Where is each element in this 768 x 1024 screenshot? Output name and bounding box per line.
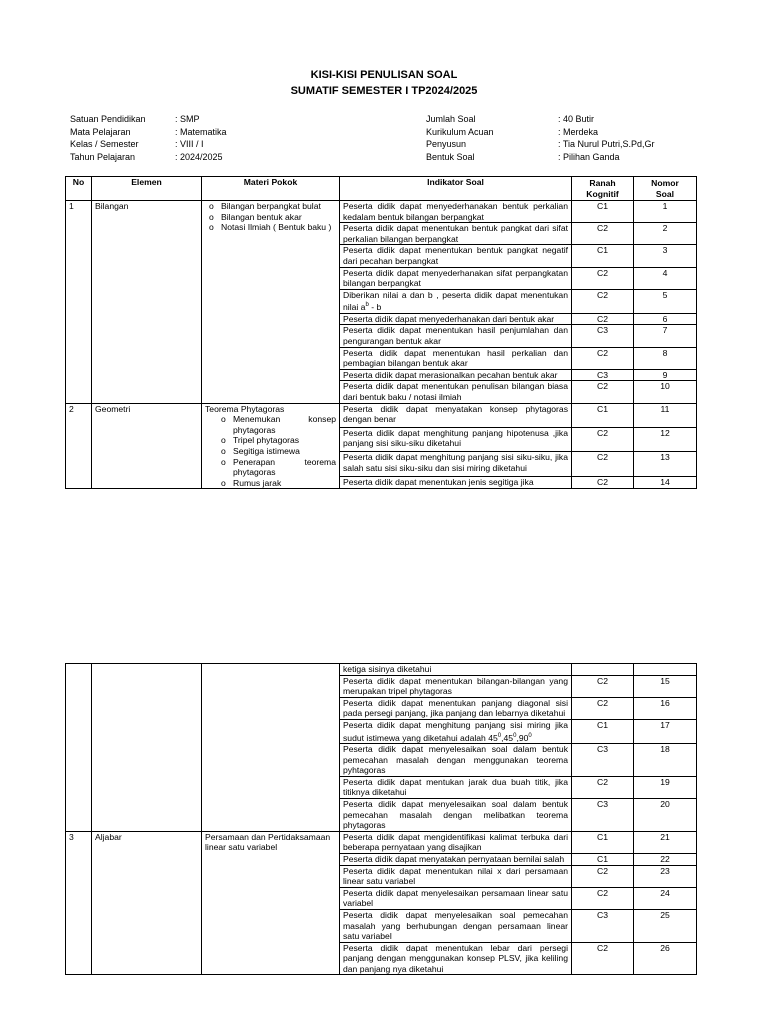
row-indikator: Peserta didik dapat menentukan nilai x dari persamaan linear satu variabel (340, 865, 572, 887)
row-nomor: 3 (634, 245, 697, 267)
list-item: o Tripel phytagoras (205, 435, 336, 446)
meta-label: Penyusun (426, 139, 467, 149)
row-nomor: 7 (634, 325, 697, 347)
degree-superscript: 0 (528, 732, 532, 739)
kisi-kisi-table-page-2 (65, 663, 697, 975)
row-indikator: Peserta didik dapat menyelesaikan soal dalam bentuk pemecahan masalah dengan menggunakan teorema pyhtagoras (340, 744, 572, 777)
row-ranah: C2 (572, 476, 634, 489)
meta-label: Kurikulum Acuan (426, 126, 494, 137)
meta-value: : Matematika (175, 126, 227, 137)
row-nomor: 4 (634, 267, 697, 289)
row-ranah: C2 (572, 381, 634, 403)
row-indikator: Peserta didik dapat merasionalkan pecahan bentuk akar (340, 369, 572, 381)
meta-label: Kelas / Semester (70, 139, 139, 149)
row-ranah: C3 (572, 798, 634, 831)
row-nomor: 6 (634, 313, 697, 325)
header-ranah-line2: Kognitif (586, 188, 619, 199)
row-indikator: Peserta didik dapat menentukan bentuk pangkat dari sifat perkalian bilangan berpangkat (340, 223, 572, 245)
row-indikator: Peserta didik dapat menghitung panjang hipotenusa ,jika panjang sisi siku-siku diketahui (340, 427, 572, 451)
kisi-kisi-table-page-1 (65, 176, 697, 489)
row-nomor: 11 (634, 403, 697, 427)
header-materi-pokok: Materi Pokok (202, 177, 340, 201)
meta-label: Jumlah Soal (426, 114, 476, 124)
row-materi-continued (202, 664, 340, 832)
list-item: o Notasi Ilmiah ( Bentuk baku ) (205, 222, 336, 233)
row-ranah: C2 (572, 289, 634, 313)
row-ranah: C2 (572, 697, 634, 719)
meta-value: : 2024/2025 (175, 151, 223, 162)
row-no: 1 (66, 201, 92, 404)
table-row (66, 831, 697, 853)
row-indikator: Peserta didik dapat mentukan jarak dua buah titik, jika titiknya diketahui (340, 776, 572, 798)
row-nomor: 10 (634, 381, 697, 403)
row-indikator: Peserta didik dapat menentukan panjang diagonal sisi pada persegi panjang, jika panjang dan lebarnya diketahui (340, 697, 572, 719)
row-nomor: 19 (634, 776, 697, 798)
list-item: o Segitiga istimewa (205, 446, 336, 457)
row-nomor: 22 (634, 853, 697, 865)
meta-info-left (70, 113, 227, 163)
list-item: o Bilangan berpangkat bulat (205, 201, 336, 212)
header-no: No (66, 177, 92, 201)
row-indikator: Peserta didik dapat menyelesaikan soal dalam bentuk pemecahan masalah dengan melibatkan teorema phytagoras (340, 798, 572, 831)
materi-list (205, 201, 336, 233)
row-nomor: 20 (634, 798, 697, 831)
indikator-text-mid: ,45 (501, 732, 514, 743)
row-ranah: C2 (572, 675, 634, 697)
row-indikator: Peserta didik dapat menentukan jenis segitiga jika (340, 476, 572, 489)
row-ranah: C3 (572, 909, 634, 942)
row-indikator: Peserta didik dapat menentukan bilangan-bilangan yang merupakan tripel phytagoras (340, 675, 572, 697)
row-indikator: Peserta didik dapat menyederhanakan bentuk perkalian kedalam bentuk bilangan berpangkat (340, 201, 572, 223)
row-materi-pokok: Persamaan dan Pertidaksamaan linear satu variabel (202, 831, 340, 975)
row-nomor: 23 (634, 865, 697, 887)
row-nomor (634, 664, 697, 676)
row-no: 3 (66, 831, 92, 975)
row-ranah: C1 (572, 853, 634, 865)
meta-value: : VIII / I (175, 139, 204, 149)
row-ranah: C2 (572, 865, 634, 887)
list-item: o Rumus jarak (205, 478, 336, 489)
meta-value: : 40 Butir (558, 114, 595, 124)
row-ranah: C3 (572, 744, 634, 777)
row-materi-pokok (202, 403, 340, 489)
row-nomor: 18 (634, 744, 697, 777)
meta-value: : Merdeka (558, 126, 599, 137)
meta-label: Mata Pelajaran (70, 126, 131, 137)
row-indikator: Peserta didik dapat menyelesaikan soal pemecahan masalah yang berhubungan dengan persamaan linear satu variabel (340, 909, 572, 942)
row-ranah: C1 (572, 719, 634, 743)
row-indikator: Peserta didik dapat menyederhanakan dari bentuk akar (340, 313, 572, 325)
row-nomor: 25 (634, 909, 697, 942)
indikator-superscript: b (365, 302, 369, 309)
row-ranah: C2 (572, 887, 634, 909)
materi-list (205, 414, 336, 488)
row-nomor: 8 (634, 347, 697, 369)
row-indikator: Peserta didik dapat menentukan penulisan bilangan biasa dari bentuk baku / notasi ilmiah (340, 381, 572, 403)
row-ranah: C2 (572, 313, 634, 325)
header-elemen: Elemen (92, 177, 202, 201)
list-item: o Menemukan konsep phytagoras (205, 414, 336, 435)
meta-value: : Tia Nurul Putri,S.Pd,Gr (558, 139, 655, 149)
header-nomor-line2: Soal (655, 188, 675, 199)
row-indikator (340, 719, 572, 743)
indikator-text-mid2: ,90 (516, 732, 529, 743)
row-elemen: Bilangan (92, 201, 202, 404)
page-break (0, 540, 768, 640)
meta-value: : Pilihan Ganda (558, 151, 620, 162)
row-indikator: Peserta didik dapat menentukan lebar dari persegi panjang dengan menggunakan konsep PLSV, jika keliling dan panjang nya diketahui (340, 942, 572, 975)
row-ranah: C1 (572, 403, 634, 427)
row-ranah: C2 (572, 223, 634, 245)
row-nomor: 15 (634, 675, 697, 697)
row-ranah: C2 (572, 942, 634, 975)
row-ranah: C1 (572, 831, 634, 853)
row-indikator: Peserta didik dapat menyatakan konsep phytagoras dengan benar (340, 403, 572, 427)
row-indikator: Peserta didik dapat menentukan hasil perkalian dan pembagian bilangan bentuk akar (340, 347, 572, 369)
row-elemen: Aljabar (92, 831, 202, 975)
row-nomor: 13 (634, 452, 697, 476)
row-nomor: 12 (634, 427, 697, 451)
degree-superscript: 0 (497, 732, 502, 739)
row-nomor: 5 (634, 289, 697, 313)
table-row (66, 664, 697, 676)
row-ranah (572, 664, 634, 676)
row-nomor: 9 (634, 369, 697, 381)
row-materi-pokok (202, 201, 340, 404)
row-no: 2 (66, 403, 92, 489)
row-ranah: C1 (572, 245, 634, 267)
row-ranah: C2 (572, 347, 634, 369)
row-ranah: C3 (572, 325, 634, 347)
meta-label: Satuan Pendidikan (70, 114, 146, 124)
row-indikator: Peserta didik dapat menentukan bentuk pangkat negatif dari pecahan berpangkat (340, 245, 572, 267)
row-ranah: C3 (572, 369, 634, 381)
row-elemen: Geometri (92, 403, 202, 489)
table-row (66, 403, 697, 427)
row-nomor: 16 (634, 697, 697, 719)
row-indikator: Peserta didik dapat menyatakan pernyataan bernilai salah (340, 853, 572, 865)
row-nomor: 1 (634, 201, 697, 223)
table-row (66, 201, 697, 223)
meta-label: Tahun Pelajaran (70, 151, 136, 162)
row-ranah: C1 (572, 201, 634, 223)
row-indikator: Peserta didik dapat mengidentifikasi kalimat terbuka dari beberapa pernyataan yang disajikan (340, 831, 572, 853)
indikator-text: Diberikan nilai a dan b , peserta didik dapat menentukan nilai a (343, 289, 568, 313)
row-ranah: C2 (572, 267, 634, 289)
row-ranah: C2 (572, 427, 634, 451)
row-no-continued (66, 664, 92, 832)
list-item: o Penerapan teorema phytagoras (205, 457, 336, 478)
meta-label: Bentuk Soal (426, 151, 475, 162)
header-indikator-soal: Indikator Soal (340, 177, 572, 201)
document-subtitle: SUMATIF SEMESTER I TP2024/2025 (290, 85, 478, 97)
row-elemen-continued (92, 664, 202, 832)
indikator-text-end: - b (368, 302, 382, 313)
row-nomor: 24 (634, 887, 697, 909)
indikator-text: Peserta didik dapat menghitung panjang sisi miring jika sudut istimewa yang diketahui adalah 45 (343, 719, 568, 743)
list-item: o Bilangan bentuk akar (205, 212, 336, 223)
row-nomor: 14 (634, 476, 697, 489)
row-nomor: 17 (634, 719, 697, 743)
header-ranah-line1: Ranah (589, 177, 616, 188)
row-indikator: ketiga sisinya diketahui (340, 664, 572, 676)
row-indikator (340, 289, 572, 313)
header-nomor-line1: Nomor (651, 177, 679, 188)
row-nomor: 2 (634, 223, 697, 245)
row-ranah: C2 (572, 452, 634, 476)
row-nomor: 26 (634, 942, 697, 975)
row-indikator: Peserta didik dapat menyederhanakan sifat perpangkatan bilangan berpangkat (340, 267, 572, 289)
row-ranah: C2 (572, 776, 634, 798)
meta-info-right (426, 113, 655, 163)
materi-title: Teorema Phytagoras (205, 403, 285, 414)
row-indikator: Peserta didik dapat menyelesaikan persamaan linear satu variabel (340, 887, 572, 909)
row-indikator: Peserta didik dapat menentukan hasil penjumlahan dan pengurangan bentuk akar (340, 325, 572, 347)
row-nomor: 21 (634, 831, 697, 853)
header-ranah-kognitif (572, 177, 634, 201)
meta-value: : SMP (175, 114, 200, 124)
header-nomor-soal (634, 177, 697, 201)
row-indikator: Peserta didik dapat menghitung panjang sisi siku-siku, jika salah satu sisi siku-siku dan sisi miring diketahui (340, 452, 572, 476)
document-title: KISI-KISI PENULISAN SOAL (310, 69, 458, 81)
degree-superscript: 0 (513, 732, 517, 739)
